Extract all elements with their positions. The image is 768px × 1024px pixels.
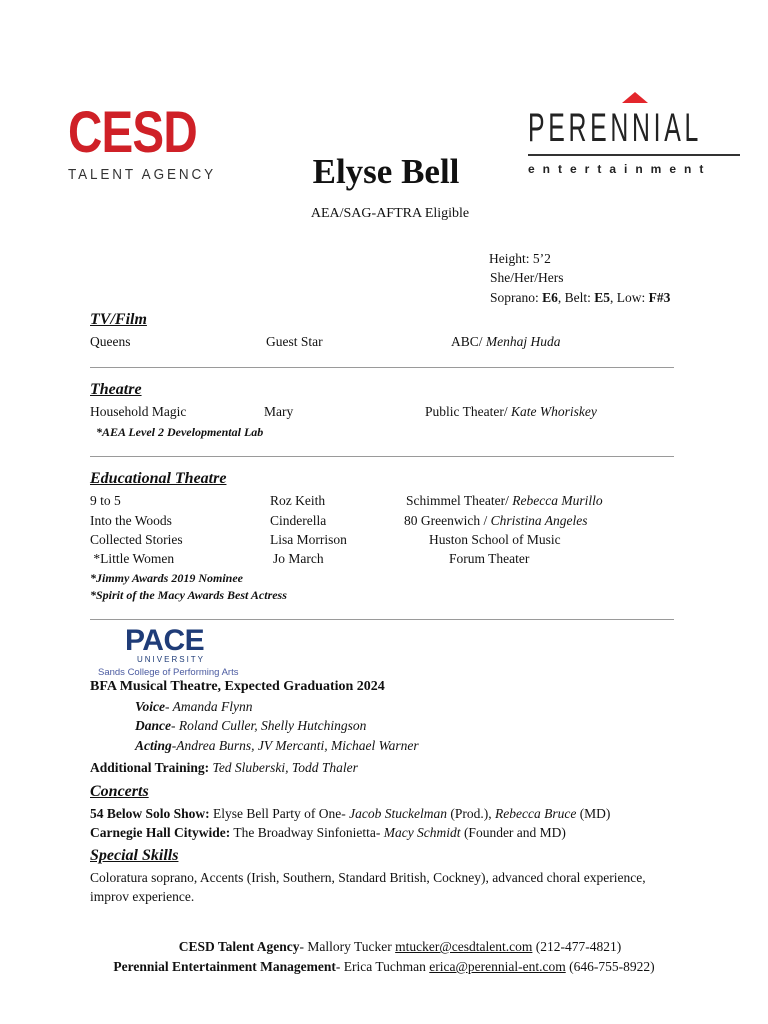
award-note: *Spirit of the Macy Awards Best Actress xyxy=(90,588,287,602)
concert-label: 54 Below Solo Show: xyxy=(90,806,210,821)
contact-email-link[interactable]: erica@perennial-ent.com xyxy=(429,959,566,974)
credit-venue-name: Public Theater/ xyxy=(425,404,511,419)
concert-music-director: Rebecca Bruce xyxy=(494,806,577,821)
skills-text: Coloratura soprano, Accents (Irish, Southern, Standard British, Cockney), advanced choral experience, xyxy=(90,870,646,885)
credit-role: Jo March xyxy=(273,551,324,566)
credit-role: Cinderella xyxy=(270,513,327,528)
concert-text: Elyse Bell Party of One- xyxy=(209,806,350,821)
section-heading-special-skills: Special Skills xyxy=(90,847,179,864)
additional-training-teachers: Ted Sluberski, Todd Thaler xyxy=(209,760,358,775)
concert-producer: Jacob Stuckelman xyxy=(349,806,447,821)
training-acting xyxy=(135,738,419,754)
perennial-logo-tagline: entertainment xyxy=(528,162,712,176)
vocal-range xyxy=(490,290,670,306)
contact-email-link[interactable]: mtucker@cesdtalent.com xyxy=(395,939,533,954)
union-status: AEA/SAG-AFTRA Eligible xyxy=(310,206,470,221)
pace-logo-university: UNIVERSITY xyxy=(137,655,206,664)
concert-text: (Founder and MD) xyxy=(460,825,566,840)
credit-venue-name: Schimmel Theater/ xyxy=(406,493,513,508)
concert-label: Carnegie Hall Citywide: xyxy=(90,825,231,840)
cesd-logo-tagline: TALENT AGENCY xyxy=(68,166,216,183)
credit-title: Collected Stories xyxy=(90,532,183,547)
training-voice-label: Voice xyxy=(135,699,165,714)
perennial-logo-wordmark: PERENNIAL xyxy=(528,106,703,150)
perennial-logo-triangle xyxy=(622,92,648,103)
credit-title: Into the Woods xyxy=(90,513,172,528)
low-note: F#3 xyxy=(648,290,671,305)
section-heading-educational-theatre: Educational Theatre xyxy=(90,470,227,487)
award-note: *Jimmy Awards 2019 Nominee xyxy=(90,571,243,585)
training-voice-teacher: - Amanda Flynn xyxy=(165,699,253,714)
credit-title: Household Magic xyxy=(90,404,187,419)
credit-venue xyxy=(451,334,561,350)
training-dance-teachers: - Roland Culler, Shelly Hutchingson xyxy=(171,718,367,733)
concert-line xyxy=(90,825,566,841)
degree: BFA Musical Theatre, Expected Graduation 2024 xyxy=(90,679,385,694)
contact-phone: (646-755-8922) xyxy=(565,959,655,974)
training-dance xyxy=(135,718,366,734)
section-heading-tv-film: TV/Film xyxy=(90,311,147,328)
soprano-note: E6 xyxy=(542,290,558,305)
credit-role: Mary xyxy=(264,404,294,419)
section-divider xyxy=(90,619,674,620)
credit-director: Menhaj Huda xyxy=(485,334,561,349)
credit-director: Rebecca Murillo xyxy=(512,493,603,508)
contact-label: CESD Talent Agency xyxy=(178,939,300,954)
training-acting-label: Acting xyxy=(135,738,172,753)
contact-phone: (212-477-4821) xyxy=(532,939,622,954)
contact-person: - Mallory Tucker xyxy=(299,939,396,954)
credit-venue: Huston School of Music xyxy=(429,532,561,547)
credit-venue xyxy=(404,513,588,529)
section-heading-concerts: Concerts xyxy=(90,783,149,800)
concert-founder: Macy Schmidt xyxy=(383,825,461,840)
belt-note: E5 xyxy=(594,290,611,305)
concert-text: (Prod.), xyxy=(446,806,495,821)
contact-person: - Erica Tuchman xyxy=(335,959,430,974)
credit-venue-name: 80 Greenwich / xyxy=(404,513,491,528)
training-acting-teachers: -Andrea Burns, JV Mercanti, Michael Warner xyxy=(171,738,419,753)
credit-role: Guest Star xyxy=(266,334,323,349)
credit-venue: Forum Theater xyxy=(449,551,530,566)
section-divider xyxy=(90,367,674,368)
credit-venue xyxy=(425,404,597,420)
credit-role: Lisa Morrison xyxy=(270,532,347,547)
credit-venue xyxy=(406,493,603,509)
pace-logo xyxy=(93,624,243,680)
contact-agency xyxy=(0,939,768,955)
credit-title: *Little Women xyxy=(90,551,175,566)
concert-text: The Broadway Sinfonietta- xyxy=(230,825,384,840)
section-divider xyxy=(90,456,674,457)
skills-text: improv experience. xyxy=(90,889,195,904)
credit-role: Roz Keith xyxy=(270,493,326,508)
actor-name: Elyse Bell xyxy=(312,152,460,191)
concert-line xyxy=(90,806,610,822)
credit-title: Queens xyxy=(90,334,131,349)
credit-note: *AEA Level 2 Developmental Lab xyxy=(96,425,264,439)
contact-management xyxy=(0,959,768,975)
credit-title: 9 to 5 xyxy=(90,493,121,508)
training-dance-label: Dance xyxy=(135,718,171,733)
pronouns: She/Her/Hers xyxy=(490,270,564,285)
height: Height: 5’2 xyxy=(489,251,551,266)
credit-director: Kate Whoriskey xyxy=(510,404,597,419)
contact-label: Perennial Entertainment Management xyxy=(113,959,336,974)
credit-venue-name: ABC/ xyxy=(451,334,486,349)
additional-training xyxy=(90,760,358,776)
low-label: , Low: xyxy=(610,290,649,305)
belt-label: , Belt: xyxy=(557,290,595,305)
pace-logo-school: Sands College of Performing Arts xyxy=(98,667,239,678)
credit-director: Christina Angeles xyxy=(490,513,588,528)
pace-logo-wordmark: PACE xyxy=(125,624,205,657)
training-voice xyxy=(135,699,253,715)
additional-training-label: Additional Training: xyxy=(90,760,210,775)
concert-text: (MD) xyxy=(576,806,611,821)
section-heading-theatre: Theatre xyxy=(90,381,142,398)
vocal-range-prefix: Soprano: xyxy=(490,290,543,305)
cesd-logo-wordmark: CESD xyxy=(68,100,197,165)
